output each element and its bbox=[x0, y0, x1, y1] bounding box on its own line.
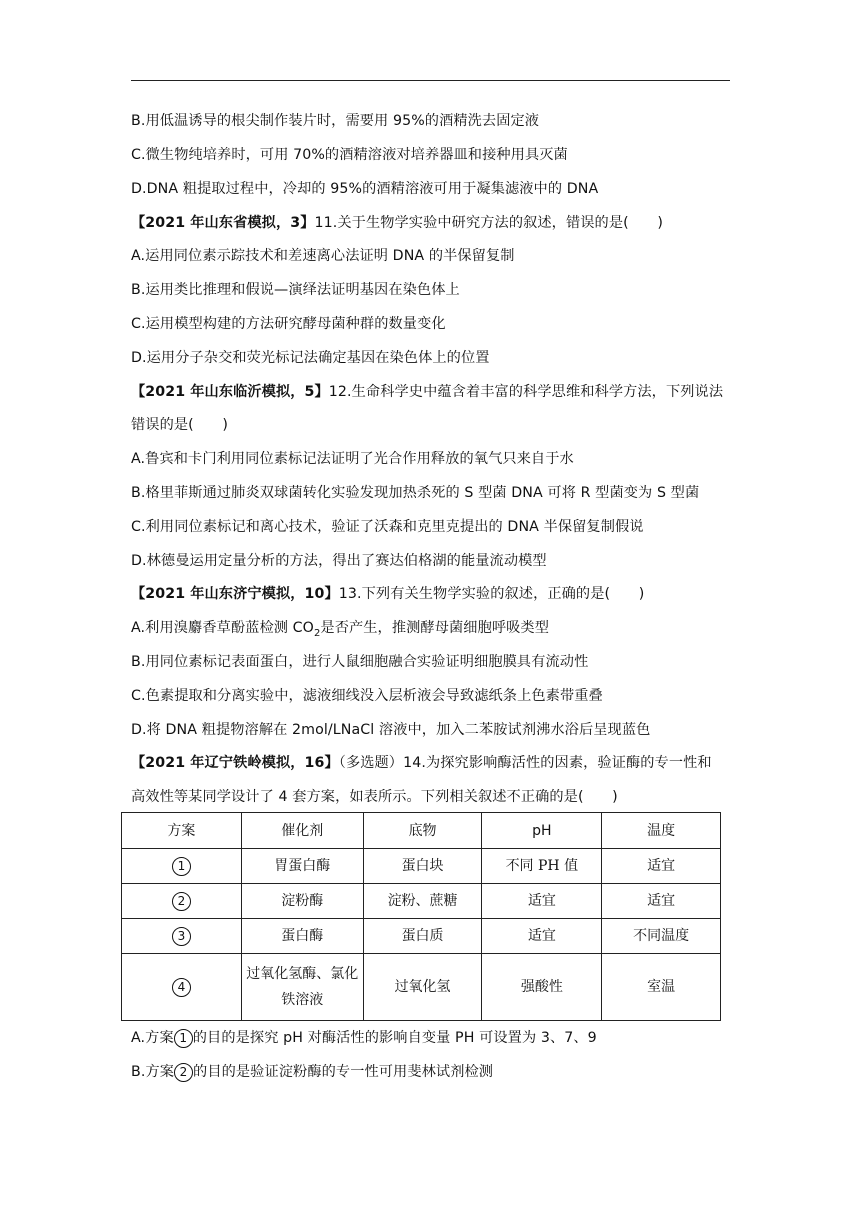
table-row bbox=[122, 849, 721, 884]
option-b-prev: B.用低温诱导的根尖制作装片时，需要用 95%的酒精洗去固定液 bbox=[131, 113, 540, 129]
table-cell: 过氧化氢酶、氯化铁溶液 bbox=[241, 954, 363, 1021]
q13-option-a bbox=[131, 618, 549, 644]
question-12-cont: 错误的是( ) bbox=[131, 417, 228, 433]
table-cell: 不同温度 bbox=[602, 919, 721, 954]
table-cell: 蛋白质 bbox=[363, 919, 482, 954]
header-cell: 催化剂 bbox=[241, 813, 363, 849]
q13-a-subscript: 2 bbox=[313, 627, 321, 639]
table-cell: 不同 PH 值 bbox=[482, 849, 602, 884]
table-header-row bbox=[122, 813, 721, 849]
question-11 bbox=[131, 213, 663, 233]
table-row bbox=[122, 954, 721, 1021]
table-cell: 适宜 bbox=[482, 884, 602, 919]
q11-option-d: D.运用分子杂交和荧光标记法确定基因在染色体上的位置 bbox=[131, 350, 490, 366]
q13-a-text-2: 是否产生，推测酵母菌细胞呼吸类型 bbox=[320, 620, 550, 636]
q14-b-text-2: 的目的是验证淀粉酶的专一性可用斐林试剂检测 bbox=[193, 1064, 494, 1080]
table-cell: 胃蛋白酶 bbox=[241, 849, 363, 884]
header-cell: pH bbox=[482, 813, 602, 849]
question-11-text: 11.关于生物学实验中研究方法的叙述，错误的是( ) bbox=[314, 215, 663, 231]
question-12-tag: 【2021 年山东临沂模拟，5】 bbox=[131, 384, 329, 400]
question-13 bbox=[131, 584, 644, 604]
question-14-cont: 高效性等某同学设计了 4 套方案，如表所示。下列相关叙述不正确的是( ) bbox=[131, 789, 618, 805]
q11-option-c: C.运用模型构建的方法研究酵母菌种群的数量变化 bbox=[131, 316, 446, 332]
table-cell bbox=[122, 884, 242, 919]
table-cell: 蛋白酶 bbox=[241, 919, 363, 954]
circled-number: 2 bbox=[172, 892, 191, 911]
table-cell: 过氧化氢 bbox=[363, 954, 482, 1021]
circled-number: 2 bbox=[174, 1063, 193, 1082]
table-cell: 适宜 bbox=[602, 884, 721, 919]
header-cell: 底物 bbox=[363, 813, 482, 849]
q13-option-d: D.将 DNA 粗提物溶解在 2mol/LNaCl 溶液中，加入二苯胺试剂沸水浴后呈现蓝色 bbox=[131, 722, 651, 738]
table-cell: 适宜 bbox=[482, 919, 602, 954]
circled-number: 3 bbox=[172, 927, 191, 946]
question-12-text: 12.生命科学史中蕴含着丰富的科学思维和科学方法，下列说法 bbox=[328, 384, 724, 400]
q12-option-d: D.林德曼运用定量分析的方法，得出了赛达伯格湖的能量流动模型 bbox=[131, 553, 547, 569]
question-13-text: 13.下列有关生物学实验的叙述，正确的是( ) bbox=[338, 586, 645, 602]
table-row bbox=[122, 884, 721, 919]
q11-option-a: A.运用同位素示踪技术和差速离心法证明 DNA 的半保留复制 bbox=[131, 248, 515, 264]
question-11-tag: 【2021 年山东省模拟，3】 bbox=[131, 215, 315, 231]
table-cell: 强酸性 bbox=[482, 954, 602, 1021]
q14-a-text: A.方案 bbox=[131, 1030, 174, 1046]
question-12 bbox=[131, 382, 723, 402]
circled-number: 4 bbox=[172, 978, 191, 997]
q14-option-a bbox=[131, 1028, 597, 1048]
q14-a-text-2: 的目的是探究 pH 对酶活性的影响自变量 PH 可设置为 3、7、9 bbox=[192, 1030, 597, 1046]
table-row bbox=[122, 919, 721, 954]
q13-option-c: C.色素提取和分离实验中，滤液细线没入层析液会导致滤纸条上色素带重叠 bbox=[131, 688, 603, 704]
q11-option-b: B.运用类比推理和假说—演绎法证明基因在染色体上 bbox=[131, 282, 460, 298]
q12-option-b: B.格里菲斯通过肺炎双球菌转化实验发现加热杀死的 S 型菌 DNA 可将 R 型菌变为 S 型菌 bbox=[131, 485, 700, 501]
table-cell: 蛋白块 bbox=[363, 849, 482, 884]
table-cell bbox=[122, 954, 242, 1021]
table-cell: 适宜 bbox=[602, 849, 721, 884]
q14-option-b bbox=[131, 1062, 493, 1082]
circled-number: 1 bbox=[172, 857, 191, 876]
header-rule bbox=[131, 80, 730, 81]
table-cell: 室温 bbox=[602, 954, 721, 1021]
q12-option-a: A.鲁宾和卡门利用同位素标记法证明了光合作用释放的氧气只来自于水 bbox=[131, 451, 574, 467]
q13-a-text: A.利用溴麝香草酚蓝检测 CO bbox=[131, 620, 314, 636]
question-14-text: （多选题）14.为探究影响酶活性的因素，验证酶的专一性和 bbox=[338, 755, 712, 771]
q14-b-text: B.方案 bbox=[131, 1064, 175, 1080]
scheme-table bbox=[121, 812, 721, 1021]
option-d-prev: D.DNA 粗提取过程中，冷却的 95%的酒精溶液可用于凝集滤液中的 DNA bbox=[131, 181, 599, 197]
q12-option-c: C.利用同位素标记和离心技术，验证了沃森和克里克提出的 DNA 半保留复制假说 bbox=[131, 519, 644, 535]
question-14 bbox=[131, 753, 712, 773]
table-cell bbox=[122, 849, 242, 884]
circled-number: 1 bbox=[174, 1029, 193, 1048]
table-cell bbox=[122, 919, 242, 954]
table-cell: 淀粉、蔗糖 bbox=[363, 884, 482, 919]
question-13-tag: 【2021 年山东济宁模拟，10】 bbox=[131, 586, 339, 602]
option-c-prev: C.微生物纯培养时，可用 70%的酒精溶液对培养器皿和接种用具灭菌 bbox=[131, 147, 568, 163]
header-cell: 方案 bbox=[122, 813, 242, 849]
table-cell: 淀粉酶 bbox=[241, 884, 363, 919]
question-14-tag: 【2021 年辽宁铁岭模拟，16】 bbox=[131, 755, 339, 771]
q13-option-b: B.用同位素标记表面蛋白，进行人鼠细胞融合实验证明细胞膜具有流动性 bbox=[131, 654, 589, 670]
header-cell: 温度 bbox=[602, 813, 721, 849]
